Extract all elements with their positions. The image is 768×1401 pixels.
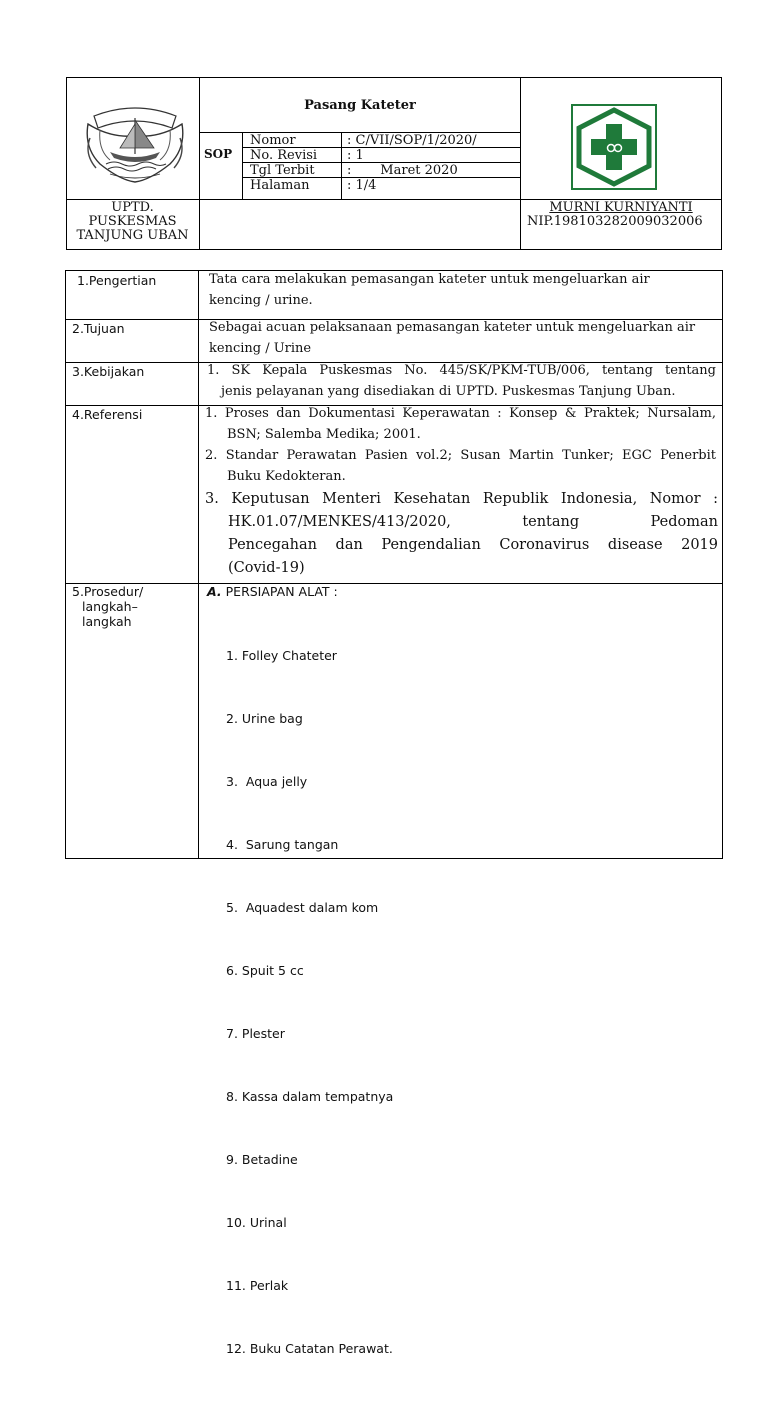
list-item: 11. Perlak [226,1278,289,1293]
kebijakan-line-2: jenis pelayanan yang disediakan di UPTD. Puskesmas Tanjung Uban. [221,384,676,399]
prosedur-subsection-title: PERSIAPAN ALAT : [221,584,338,599]
list-item: 1. Folley Chateter [226,648,337,663]
section-label-prosedur-line-2: langkah– [82,599,138,614]
org-name-line-3: TANJUNG UBAN [76,228,189,243]
pengertian-line-1: Tata cara melakukan pemasangan kateter untuk mengeluarkan air [209,272,650,287]
tujuan-line-2: kencing / Urine [209,341,312,356]
list-item: 8. Kassa dalam tempatnya [226,1089,394,1104]
pengertian-line-2: kencing / urine. [209,293,313,308]
puskesmas-logo [571,104,657,190]
meta-label-nomor: Nomor [250,133,296,148]
list-item: 3. Aqua jelly [226,774,308,789]
referensi-item-3-line-4: (Covid-19) [228,560,305,576]
referensi-item-3-line-2: HK.01.07/MENKES/413/2020, tentang Pedoman [228,514,718,530]
prosedur-subsection-letter: A. [207,584,222,599]
referensi-item-2-line-2: Buku Kedokteran. [227,469,346,484]
list-item: 10. Urinal [226,1215,287,1230]
referensi-item-1-line-1: 1. Proses dan Dokumentasi Keperawatan : Konsep & Praktek; Nursalam, [205,406,716,421]
referensi-item-3-line-3: Pencegahan dan Pengendalian Coronavirus disease 2019 [228,537,718,553]
kebijakan-line-1: 1. SK Kepala Puskesmas No. 445/SK/PKM-TUB/006, tentang tentang [207,363,716,378]
prosedur-subsection-heading [207,584,338,599]
section-label-prosedur-line-1: 5.Prosedur/ [72,584,144,599]
section-label-tujuan: 2.Tujuan [72,321,125,336]
section-label-kebijakan: 3.Kebijakan [72,364,145,379]
meta-label-halaman: Halaman [250,178,310,193]
meta-label-tgl-terbit: Tgl Terbit [250,163,315,178]
section-label-pengertian: 1.Pengertian [77,273,157,288]
signer-nip: NIP.198103282009032006 [527,214,703,229]
document-title: Pasang Kateter [304,98,416,113]
org-name-line-1: UPTD. [111,200,154,215]
regional-emblem-logo [80,98,190,186]
section-label-referensi: 4.Referensi [72,407,143,422]
org-name-line-2: PUSKESMAS [88,214,177,229]
list-item: 2. Urine bag [226,711,303,726]
meta-label-revisi: No. Revisi [250,148,318,163]
meta-value-tgl-terbit: : Maret 2020 [347,163,458,178]
prosedur-list [226,603,393,1401]
sop-label: SOP [204,147,233,161]
referensi-item-3-line-1: 3. Keputusan Menteri Kesehatan Republik Indonesia, Nomor : [205,491,718,507]
list-item: 5. Aquadest dalam kom [226,900,379,915]
list-item: 6. Spuit 5 cc [226,963,304,978]
list-item: 12. Buku Catatan Perawat. [226,1341,393,1356]
tujuan-line-1: Sebagai acuan pelaksanaan pemasangan kateter untuk mengeluarkan air [209,320,696,335]
meta-value-revisi: : 1 [347,148,364,163]
meta-value-nomor: : C/VII/SOP/1/2020/ [347,133,477,148]
section-label-prosedur-line-3: langkah [82,614,132,629]
list-item: 4. Sarung tangan [226,837,339,852]
meta-value-halaman: : 1/4 [347,178,377,193]
signer-name: MURNI KURNIYANTI [549,200,693,215]
referensi-item-1-line-2: BSN; Salemba Medika; 2001. [227,427,421,442]
referensi-item-2-line-1: 2. Standar Perawatan Pasien vol.2; Susan Martin Tunker; EGC Penerbit [205,448,716,463]
list-item: 9. Betadine [226,1152,298,1167]
list-item: 7. Plester [226,1026,285,1041]
